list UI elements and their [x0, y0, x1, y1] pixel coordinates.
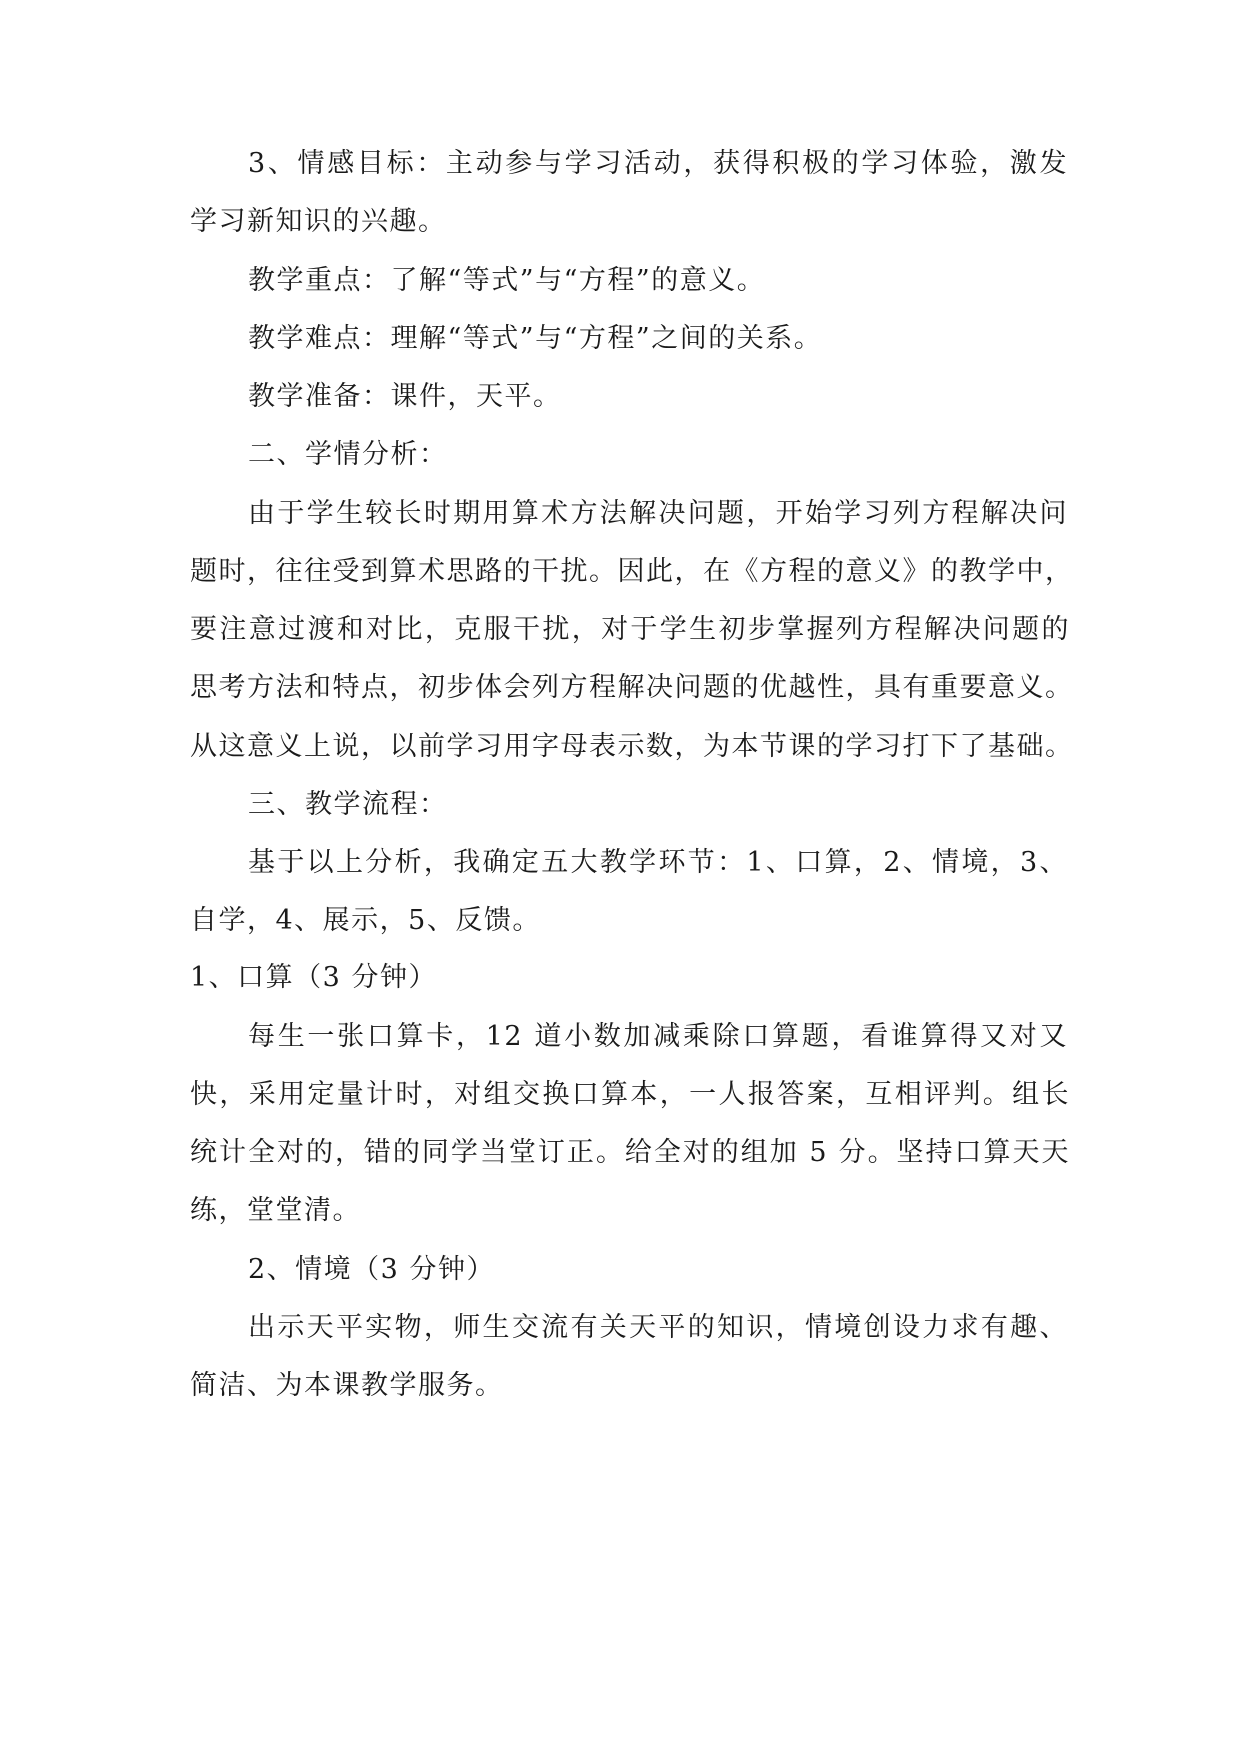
mental-arithmetic-line-1: 每生一张口算卡，12 道小数加减乘除口算题，看谁算得又对又 [248, 1021, 1068, 1052]
analysis-paragraph-line-2: 题时，往往受到算术思路的干扰。因此，在《方程的意义》的教学中， [190, 556, 1074, 587]
analysis-paragraph-line-5: 从这意义上说，以前学习用字母表示数，为本节课的学习打下了基础。 [190, 731, 1074, 762]
section-heading-teaching-process: 三、教学流程： [248, 789, 448, 820]
process-paragraph-line-1: 基于以上分析，我确定五大教学环节：1、口算，2、情境，3、 [248, 847, 1068, 878]
teaching-difficulty: 教学难点：理解“等式”与“方程”之间的关系。 [248, 323, 823, 354]
situation-line-2: 简洁、为本课教学服务。 [190, 1370, 504, 1401]
mental-arithmetic-line-3: 统计全对的，错的同学当堂订正。给全对的组加 5 分。坚持口算天天 [190, 1137, 1070, 1168]
situation-line-1: 出示天平实物，师生交流有关天平的知识，情境创设力求有趣、 [248, 1312, 1068, 1343]
analysis-paragraph-line-4: 思考方法和特点，初步体会列方程解决问题的优越性，具有重要意义。 [190, 672, 1074, 703]
teaching-preparation: 教学准备：课件，天平。 [248, 381, 562, 412]
subheading-mental-arithmetic: 1、口算（3 分钟） [190, 962, 437, 993]
paragraph-affective-goal-line-2: 学习新知识的兴趣。 [190, 206, 447, 237]
teaching-focus: 教学重点：了解“等式”与“方程”的意义。 [248, 265, 766, 296]
analysis-paragraph-line-3: 要注意过渡和对比，克服干扰，对于学生初步掌握列方程解决问题的 [190, 614, 1070, 645]
analysis-paragraph-line-1: 由于学生较长时期用算术方法解决问题，开始学习列方程解决问 [248, 498, 1068, 529]
subheading-situation: 2、情境（3 分钟） [248, 1254, 495, 1285]
paragraph-affective-goal-line-1: 3、情感目标：主动参与学习活动，获得积极的学习体验，激发 [248, 148, 1068, 179]
mental-arithmetic-line-2: 快，采用定量计时，对组交换口算本，一人报答案，互相评判。组长 [190, 1079, 1070, 1110]
section-heading-learning-analysis: 二、学情分析： [248, 439, 448, 470]
process-paragraph-line-2: 自学，4、展示，5、反馈。 [190, 905, 541, 936]
mental-arithmetic-line-4: 练，堂堂清。 [190, 1195, 361, 1226]
